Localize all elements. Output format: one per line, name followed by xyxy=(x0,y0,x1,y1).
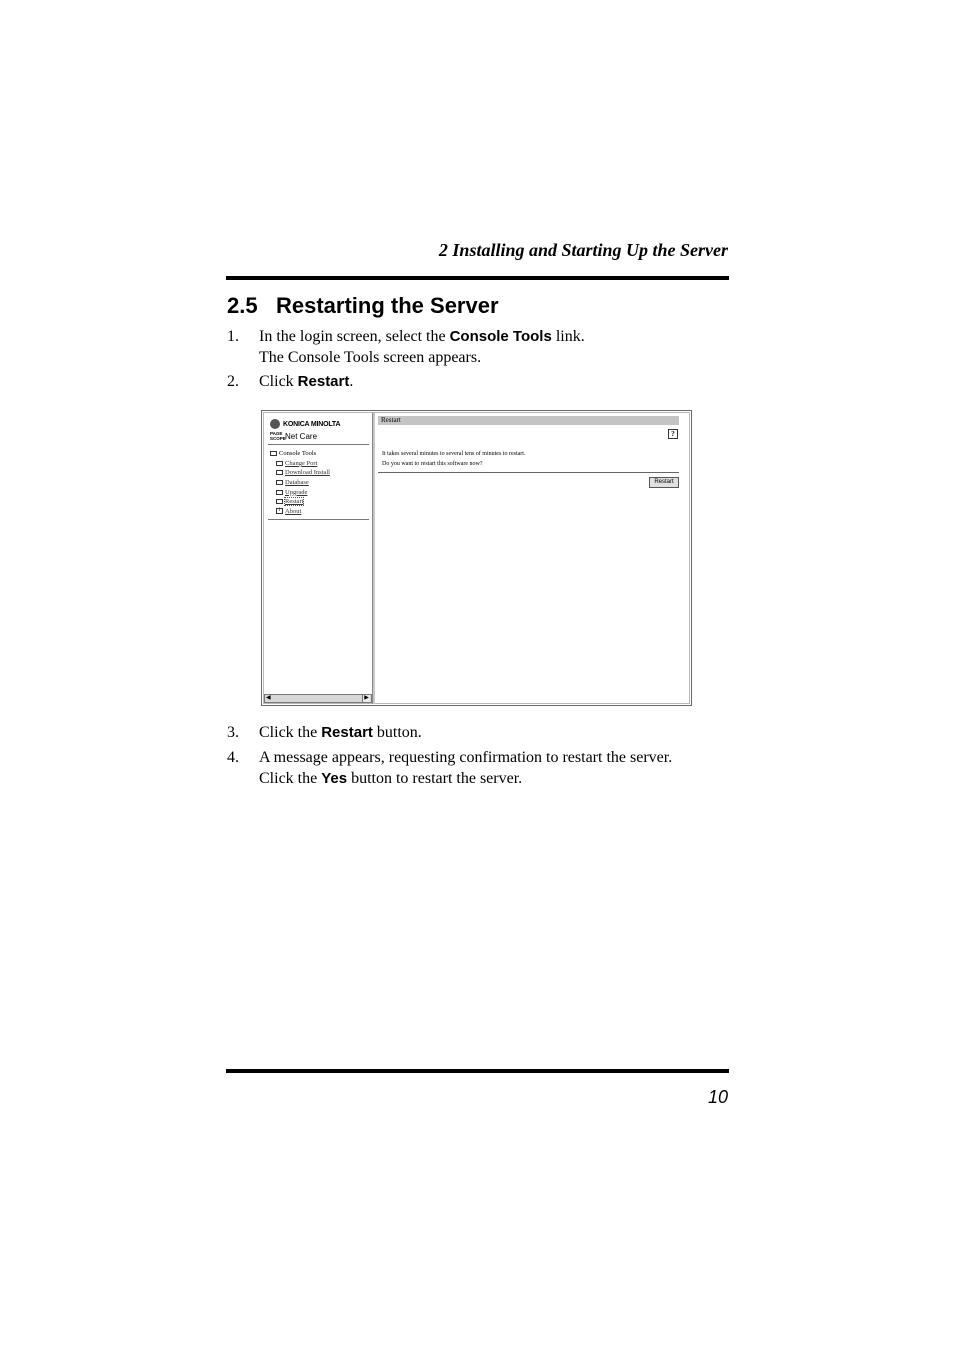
tree-item-label: Database xyxy=(285,479,309,487)
step-text: . xyxy=(349,373,354,390)
page-number: 10 xyxy=(707,1087,728,1107)
info-icon: i xyxy=(276,508,283,514)
tree-root[interactable] xyxy=(270,449,330,459)
pane-splitter[interactable] xyxy=(372,413,375,704)
tree-item-label: About xyxy=(285,507,302,515)
ui-term: Yes xyxy=(321,769,348,787)
tree-item-change-port[interactable] xyxy=(270,459,330,469)
tree-item-label: Upgrade xyxy=(285,488,308,496)
restart-message xyxy=(382,450,525,469)
bottom-rule xyxy=(226,1069,729,1073)
product-logo xyxy=(270,432,317,441)
scroll-left-icon[interactable]: ◀ xyxy=(266,695,271,701)
step-4 xyxy=(227,748,672,789)
tree-item-upgrade[interactable] xyxy=(270,487,330,497)
folder-icon xyxy=(270,451,277,456)
folder-icon xyxy=(276,470,283,475)
panel-title-bar: Restart xyxy=(378,416,679,425)
help-icon[interactable]: ? xyxy=(668,429,678,439)
brand-logo xyxy=(270,419,340,429)
navigation-pane xyxy=(264,413,372,704)
brand-name: KONICA MINOLTA xyxy=(283,420,341,428)
step-text: button to restart the server. xyxy=(347,769,523,787)
restart-button[interactable]: Restart xyxy=(649,477,679,488)
folder-icon xyxy=(276,499,283,504)
step-3 xyxy=(227,723,422,744)
step-continuation xyxy=(227,769,672,790)
step-number: 2. xyxy=(227,373,239,390)
section-title-text: Restarting the Server xyxy=(276,293,499,318)
step-text: Click the xyxy=(259,769,322,787)
step-number: 4. xyxy=(227,749,239,766)
tree-item-restart[interactable] xyxy=(270,497,330,507)
horizontal-scrollbar[interactable] xyxy=(264,694,372,703)
tree-item-label: Change Port xyxy=(285,459,318,467)
step-text: link. xyxy=(551,328,585,345)
ui-term: Restart xyxy=(321,724,373,741)
step-number: 3. xyxy=(227,724,239,741)
console-tools-tree xyxy=(270,449,330,516)
screenshot-figure xyxy=(261,410,692,706)
konica-minolta-logo-icon xyxy=(270,419,280,429)
step-text: A message appears, requesting confirmation to restart the server. xyxy=(259,749,673,766)
tree-item-label: Restart xyxy=(285,498,304,506)
nav-divider-bottom xyxy=(268,519,369,520)
step-number: 1. xyxy=(227,328,239,345)
tree-item-database[interactable] xyxy=(270,478,330,488)
folder-icon xyxy=(276,480,283,485)
step-text: button. xyxy=(372,724,422,741)
nav-divider xyxy=(268,444,369,445)
message-line: Do you want to restart this software now? xyxy=(382,460,483,467)
folder-icon xyxy=(276,461,283,466)
content-divider xyxy=(378,472,679,473)
content-pane xyxy=(376,413,688,704)
step-2 xyxy=(227,372,353,393)
scroll-right-icon[interactable]: ▶ xyxy=(362,695,370,702)
top-rule xyxy=(226,276,729,280)
section-title xyxy=(227,293,499,319)
step-text: In the login screen, select the xyxy=(259,328,450,345)
product-name: Net Care xyxy=(285,432,318,441)
step-text: Click the xyxy=(259,724,322,741)
chapter-header: 2 Installing and Starting Up the Server xyxy=(438,240,728,260)
tree-item-about[interactable] xyxy=(270,507,330,517)
step-text: Click xyxy=(259,373,298,390)
step-result: The Console Tools screen appears. xyxy=(259,348,482,366)
folder-icon xyxy=(276,490,283,495)
section-number: 2.5 xyxy=(227,293,258,318)
message-line: It takes several minutes to several tens of minutes to restart. xyxy=(382,451,526,457)
pagescope-logo: PAGE SCOPE xyxy=(270,431,286,441)
step-1 xyxy=(227,327,585,368)
tree-item-download-install[interactable] xyxy=(270,468,330,478)
ui-term: Console Tools xyxy=(449,328,552,345)
tree-root-label: Console Tools xyxy=(279,450,317,458)
tree-item-label: Download Install xyxy=(285,469,330,477)
ui-term: Restart xyxy=(297,373,350,390)
